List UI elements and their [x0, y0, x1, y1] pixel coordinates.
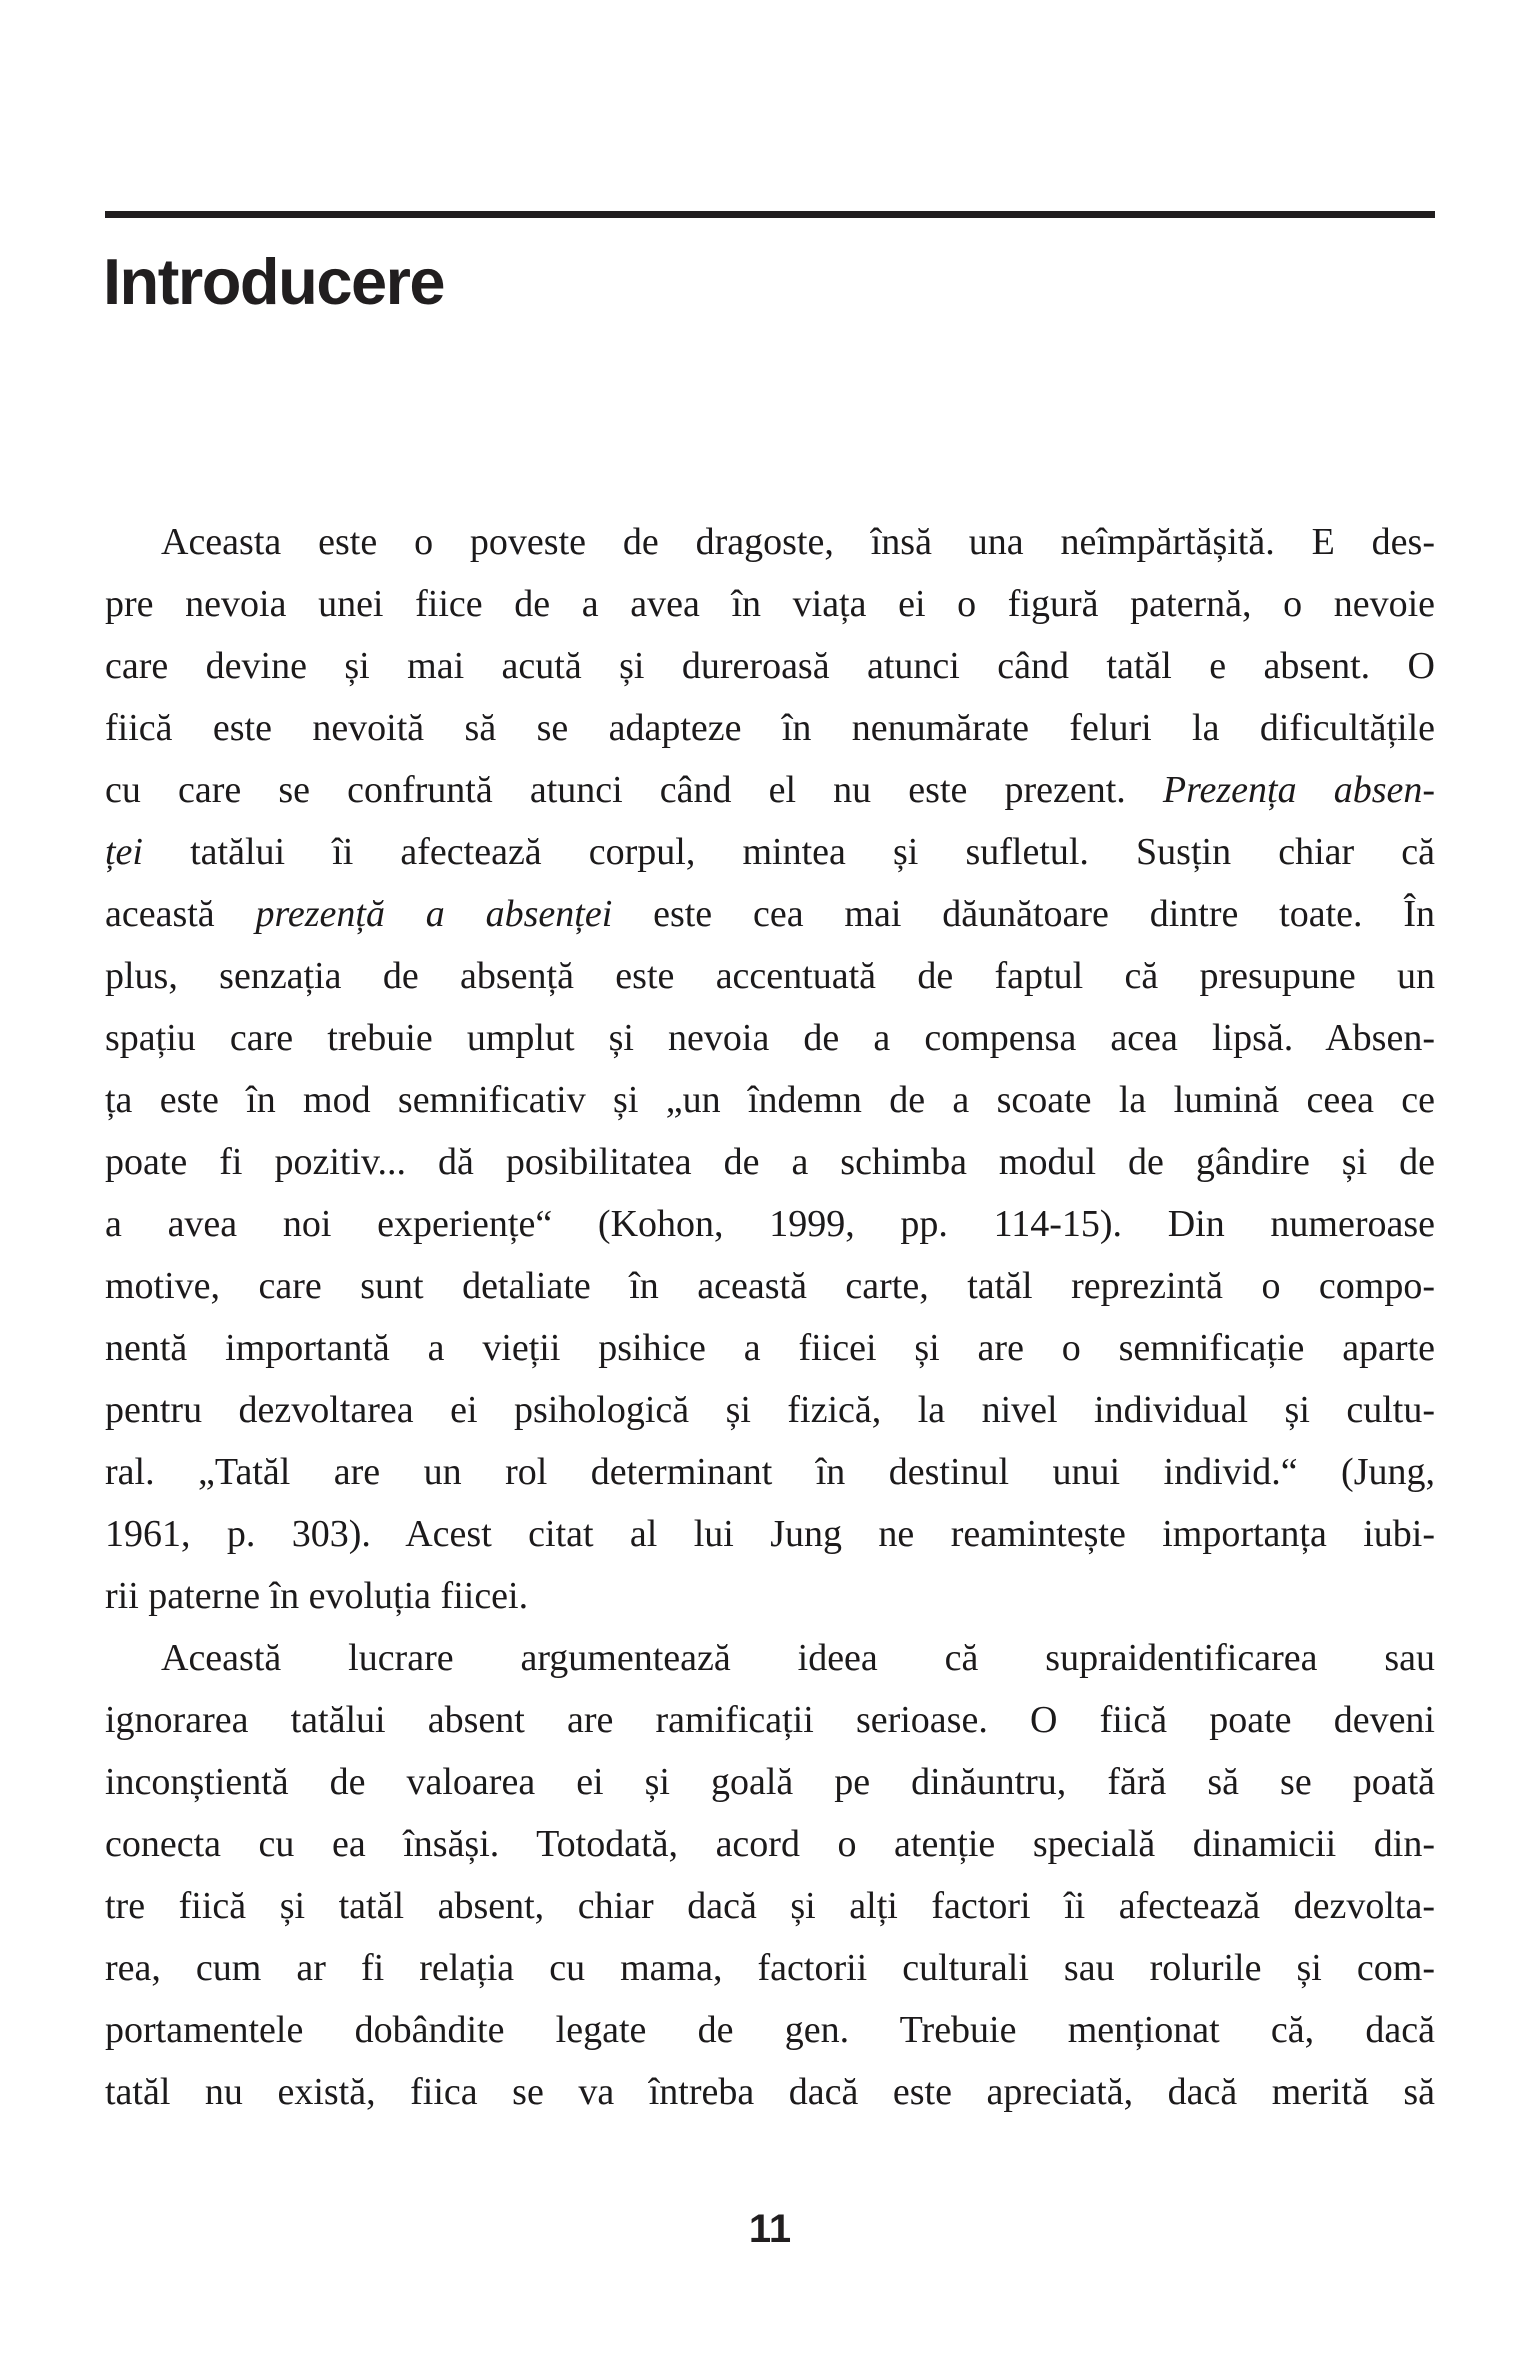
italic-text-segment: prezență a absenței — [255, 893, 613, 935]
text-line — [105, 1007, 1435, 1069]
italic-text-segment: ței — [105, 831, 143, 873]
text-segment: această — [105, 893, 256, 935]
text-line — [105, 1255, 1435, 1317]
text-segment: Această lucrare argumentează ideea că supraidentificarea sau — [161, 1637, 1435, 1679]
text-segment: cu care se confruntă atunci când el nu este prezent. — [105, 769, 1163, 811]
page-number: 11 — [748, 2207, 792, 2251]
text-segment: rii paterne în evoluția fiicei. — [105, 1575, 529, 1617]
text-line — [105, 1999, 1435, 2061]
text-line — [105, 1379, 1435, 1441]
text-segment: pentru dezvoltarea ei psihologică și fizică, la nivel individual și cultu- — [105, 1389, 1435, 1431]
text-segment: inconștientă de valoarea ei și goală pe dinăuntru, fără să se poată — [105, 1761, 1435, 1803]
text-segment: ța este în mod semnificativ și „un îndemn de a scoate la lumină ceea ce — [105, 1079, 1435, 1121]
text-segment: Aceasta este o poveste de dragoste, însă una neîmpărtășită. E des- — [161, 521, 1435, 563]
text-line — [105, 1193, 1435, 1255]
text-segment: poate fi pozitiv... dă posibilitatea de a schimba modul de gândire și de — [105, 1141, 1435, 1183]
italic-text-segment: Prezența absen- — [1162, 769, 1435, 811]
text-segment: este cea mai dăunătoare dintre toate. În — [612, 893, 1436, 935]
text-line — [105, 945, 1435, 1007]
chapter-rule — [105, 211, 1435, 218]
text-line — [105, 1131, 1435, 1193]
text-segment: tre fiică și tatăl absent, chiar dacă și alți factori îi afectează dezvolta- — [105, 1885, 1435, 1927]
text-segment: ignorarea tatălui absent are ramificații serioase. O fiică poate deveni — [105, 1699, 1435, 1741]
text-line — [105, 2061, 1435, 2123]
text-line — [105, 573, 1435, 635]
text-segment: care devine și mai acută și dureroasă atunci când tatăl e absent. O — [105, 645, 1435, 687]
text-line — [105, 1317, 1435, 1379]
text-line — [105, 635, 1435, 697]
text-segment: a avea noi experiențe“ (Kohon, 1999, pp. 114-15). Din numeroase — [105, 1203, 1435, 1245]
text-line — [105, 1565, 1435, 1627]
body-text — [105, 511, 1435, 2123]
text-segment: nentă importantă a vieții psihice a fiicei și are o semnificație aparte — [105, 1327, 1435, 1369]
text-line — [105, 1751, 1435, 1813]
text-segment: ral. „Tatăl are un rol determinant în destinul unui individ.“ (Jung, — [105, 1451, 1435, 1493]
text-line — [105, 821, 1435, 883]
text-line — [105, 1441, 1435, 1503]
text-line — [105, 1069, 1435, 1131]
text-segment: fiică este nevoită să se adapteze în nenumărate feluri la dificultățile — [105, 707, 1435, 749]
text-line — [105, 1689, 1435, 1751]
text-segment: conecta cu ea însăși. Totodată, acord o atenție specială dinamicii din- — [105, 1823, 1435, 1865]
text-segment: 1961, p. 303). Acest citat al lui Jung ne reamintește importanța iubi- — [105, 1513, 1435, 1555]
text-segment: pre nevoia unei fiice de a avea în viața ei o figură paternă, o nevoie — [105, 583, 1435, 625]
text-segment: rea, cum ar fi relația cu mama, factorii culturali sau rolurile și com- — [105, 1947, 1435, 1989]
text-line — [105, 883, 1435, 945]
text-segment: plus, senzația de absență este accentuată de faptul că presupune un — [105, 955, 1435, 997]
text-line — [105, 697, 1435, 759]
chapter-title: Introducere — [103, 245, 445, 318]
text-line — [105, 1627, 1435, 1689]
text-line — [105, 1937, 1435, 1999]
text-line — [105, 1813, 1435, 1875]
text-segment: spațiu care trebuie umplut și nevoia de a compensa acea lipsă. Absen- — [105, 1017, 1435, 1059]
text-segment: motive, care sunt detaliate în această carte, tatăl reprezintă o compo- — [105, 1265, 1435, 1307]
text-segment: tatăl nu există, fiica se va întreba dacă este apreciată, dacă merită să — [105, 2071, 1435, 2113]
text-line — [105, 511, 1435, 573]
text-segment: portamentele dobândite legate de gen. Trebuie menționat că, dacă — [105, 2009, 1435, 2051]
text-line — [105, 1503, 1435, 1565]
text-line — [105, 1875, 1435, 1937]
text-line — [105, 759, 1435, 821]
text-segment: tatălui îi afectează corpul, mintea și sufletul. Susțin chiar că — [142, 831, 1435, 873]
